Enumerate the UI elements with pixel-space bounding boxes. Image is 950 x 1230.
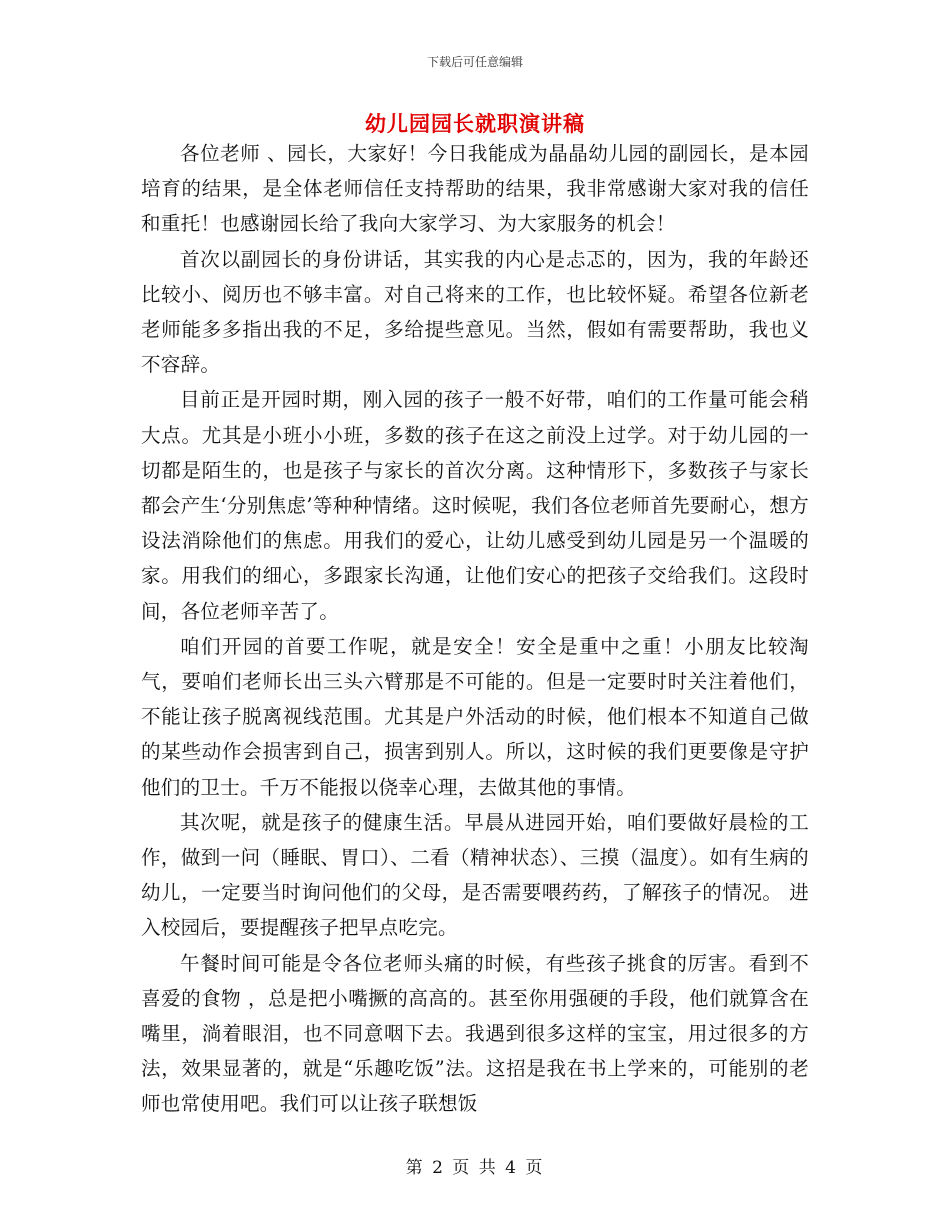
- paragraph-1: 各位老师 、园长，大家好！今日我能成为晶晶幼儿园的副园长，是本园培育的结果，是全体老师信任支持帮助的结果，我非常感谢大家对我的信任和重托！也感谢园长给了我向大家学习、为大家服务的机会！: [141, 142, 809, 236]
- paragraph-5: 其次呢，就是孩子的健康生活。早晨从进园开始，咱们要做好晨检的工作，做到一问（睡眠、胃口）、二看（精神状态）、三摸（温度）。如有生病的幼儿，一定要当时询问他们的父母，是否需要喂药药，了解孩子的情况。 进入校园后，要提醒孩子把早点吃完。: [141, 810, 809, 940]
- paragraph-3: 目前正是开园时期，刚入园的孩子一般不好带，咱们的工作量可能会稍大点。尤其是小班小小班，多数的孩子在这之前没上过学。对于幼儿园的一切都是陌生的，也是孩子与家长的首次分离。这种情形下，多数孩子与家长都会产生‘分别焦虑’等种种情绪。这时候呢，我们各位老师首先要耐心，想方设法消除他们的焦虑。用我们的爱心，让幼儿感受到幼儿园是另一个温暖的家。用我们的细心，多跟家长沟通，让他们安心的把孩子交给我们。这段时间，各位老师辛苦了。: [141, 388, 809, 623]
- paragraph-4: 咱们开园的首要工作呢，就是安全！安全是重中之重！小朋友比较淘气，要咱们老师长出三头六臂那是不可能的。但是一定要时时关注着他们，不能让孩子脱离视线范围。尤其是户外活动的时候，他们根本不知道自己做的某些动作会损害到自己，损害到别人。所以，这时候的我们更要像是守护他们的卫士。千万不能报以侥幸心理，去做其他的事情。: [141, 634, 809, 799]
- page-number-footer: 第 2 页 共 4 页: [405, 1158, 545, 1178]
- header-note: 下载后可任意编辑: [426, 55, 523, 69]
- document-title: 幼儿园园长就职演讲稿: [365, 112, 585, 136]
- document-body: [141, 136, 809, 1122]
- paragraph-2: 首次以副园长的身份讲话，其实我的内心是忐忑的，因为，我的年龄还比较小、阅历也不够丰富。对自己将来的工作，也比较怀疑。希望各位新老老师能多多指出我的不足，多给提些意见。当然，假如有需要帮助，我也义不容辞。: [141, 247, 809, 377]
- paragraph-6: 午餐时间可能是令各位老师头痛的时候，有些孩子挑食的厉害。看到不喜爱的食物 ，总是把小嘴撅的高高的。甚至你用强硬的手段，他们就算含在嘴里，淌着眼泪，也不同意咽下去。我遇到很多这样的宝宝，用过很多的方法，效果显著的，就是“乐趣吃饭”法。这招是我在书上学来的，可能别的老师也常使用吧。我们可以让孩子联想饭: [141, 951, 809, 1116]
